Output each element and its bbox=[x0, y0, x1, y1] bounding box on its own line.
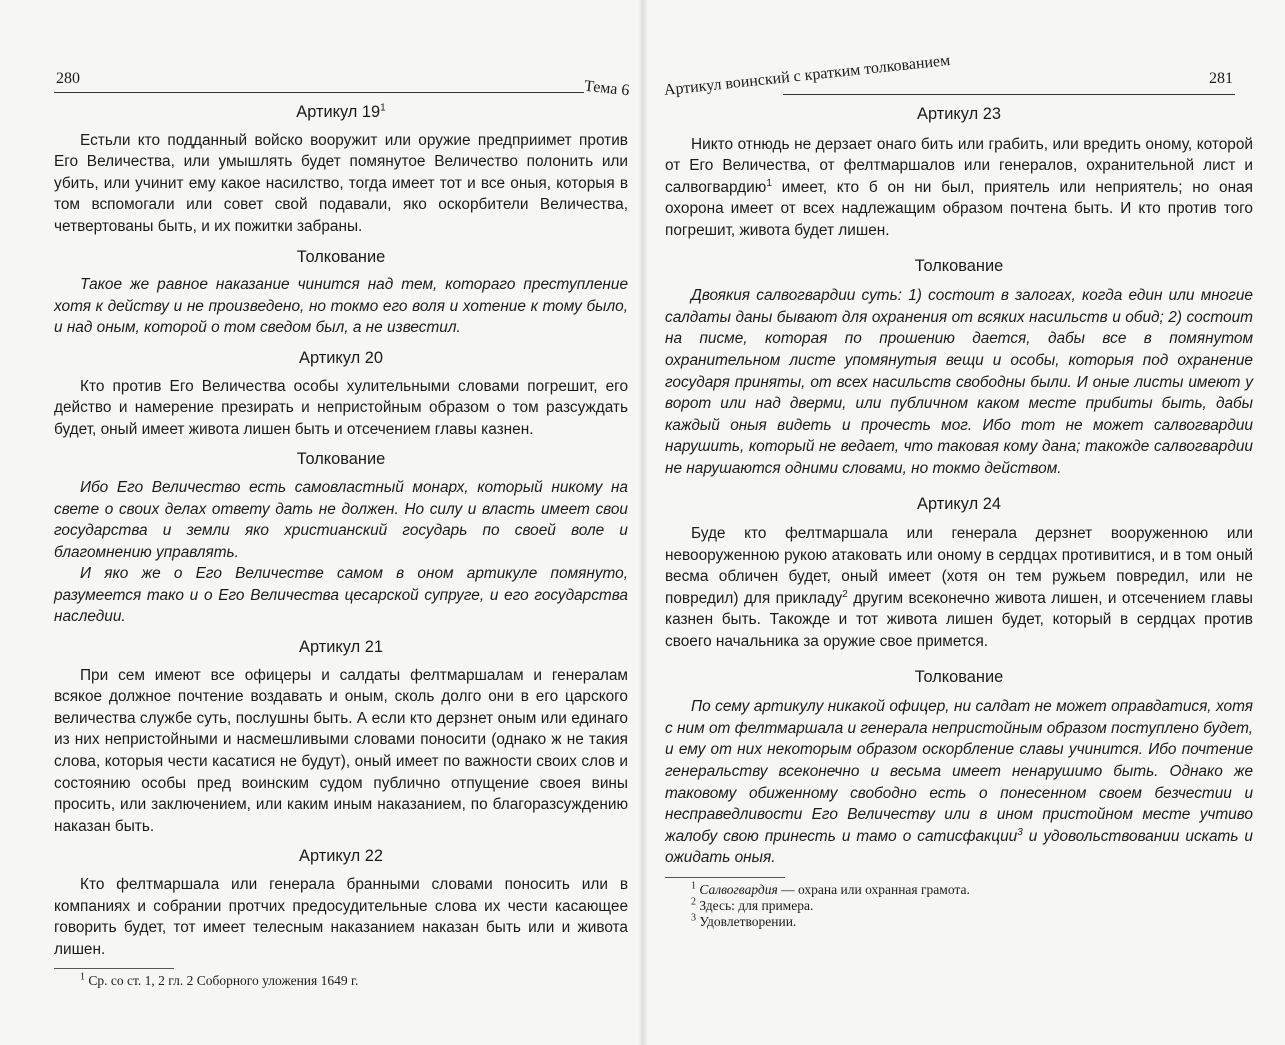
right-header-rule bbox=[783, 94, 1235, 95]
block-text-tail: имеет, кто б он ни был, приятель или неприятель; но оная охорона имеет от всех надлежащим образом почтена быть. И кто против того погрешит, живота будет лишен. bbox=[665, 178, 1253, 239]
commentary-paragraph bbox=[54, 274, 628, 339]
block-text: Ибо Его Величество есть самовластный монарх, который никому на свете о своих делах ответу дать не должен. Но силу и власть имеет свои государства и земли яко христианский государь по своей воле и благомнению управлять. bbox=[54, 478, 628, 561]
block-text: Артикул 19 bbox=[296, 103, 381, 121]
section-heading bbox=[665, 494, 1253, 516]
left-page-body bbox=[54, 102, 628, 989]
block-text: Артикул 24 bbox=[917, 494, 1001, 513]
block-text: Толкование bbox=[914, 256, 1004, 275]
footnote-rule bbox=[54, 968, 174, 969]
article-paragraph bbox=[665, 134, 1253, 242]
block-text: И яко же о Его Величестве самом в оном артикуле помянуто, разумеется тако и о Его Величества цесарской супруге, и его государства наследии. bbox=[54, 565, 628, 626]
footnote-term: Салвогвардия bbox=[699, 882, 778, 897]
footnote-ref: 1 bbox=[380, 102, 386, 114]
block-text: Никто отнюдь не дерзает онаго бить или грабить, или вредить оному, которой от Его Величества, от фелтмаршалов или генералов, охранительной лист и салвогвардию bbox=[665, 135, 1253, 196]
right-page-body bbox=[665, 104, 1253, 930]
right-page bbox=[643, 0, 1285, 1045]
footnote-ref: 3 bbox=[1017, 826, 1023, 838]
footnote-text: Здесь: для примера. bbox=[699, 898, 814, 913]
article-paragraph bbox=[54, 376, 628, 441]
article-paragraph bbox=[54, 665, 628, 838]
block-text: По сему артикулу никакой офицер, ни салдат не может оправдатися, хотя с ним от фелтмаршала и генерала непристойным образом поступлено будет, и ему от них некоторым образом оскорбление славы учинится. Ибо почтение генеральству всеконечно и весьма имеет ненарушимо быть. Однако же таковому обиженному свободно есть о понесенном своем безчестии и несправедливости Его Величеству или в ином пристойном месте учтиво жалобу свою принесть и тамо о сатисфакции bbox=[665, 698, 1253, 845]
section-heading bbox=[54, 102, 628, 124]
section-heading bbox=[54, 846, 628, 868]
footnote bbox=[665, 882, 1253, 898]
footnote-mark: 1 bbox=[691, 880, 696, 892]
block-text: Артикул 20 bbox=[299, 348, 383, 367]
block-text: Такое же равное наказание чинится над тем, котораго преступление хотя к действу и не произведено, но токмо его воля и хотение к тому было, и над оным, которой о том сведом был, а не известил. bbox=[54, 276, 628, 337]
section-heading bbox=[665, 104, 1253, 126]
article-paragraph bbox=[665, 523, 1253, 653]
right-page-number: 281 bbox=[1209, 70, 1233, 87]
footnote-mark: 3 bbox=[691, 912, 696, 924]
block-text: Артикул 21 bbox=[299, 638, 383, 657]
left-running-head: Тема 6 bbox=[583, 77, 631, 100]
footnote-rule bbox=[665, 877, 785, 878]
left-header-rule bbox=[54, 92, 584, 93]
commentary-paragraph bbox=[54, 477, 628, 563]
footnote-text: Удовлетворении. bbox=[699, 914, 797, 929]
block-text: Кто фелтмаршала или генерала бранными словами поносить или в компаниях и собрании протчих предосудительные слова их чести касающее говорить будет, тот имеет телесным наказанием наказан быть или и живота лишен. bbox=[54, 876, 628, 958]
block-text: Двоякия салвогвардии суть: 1) состоит в залогах, когда един или многие салдаты даны бывают для охранения от всяких насильств и обид; 2) состоит на писме, которая по прошению дается, дабы все в помянутом охранительном листе упомянутыя вещи и особы, которыя под охранение государя приняты, от всех насильств свободны были. И оные листы имеют у ворот или над дверми, или публичном каком месте прибиты быть, дабы каждый оныя видеть и прочесть мог. Ибо тот не может салвогвардии нарушить, который не ведает, что таковая кому дана; такожде салвогвардии не нарушаются одними словами, но токмо действом. bbox=[665, 287, 1253, 477]
block-text: При сем имеют все офицеры и салдаты фелтмаршалам и генералам всякое должное почтение воздавать и оным, сколь долго они в его царского величества службе суть, послушны быть. А если кто дерзнет оным или единаго из них непристойными и насмешливыми словами поносити (однако ж не такия слова, которыя чести касатися не будут), оный имеет по важности своих слов и состоянию особы пред воинским судом публично отпущение своея вины просить, или заключением, или каким иным наказанием, по благоразсуждению наказан быть. bbox=[54, 666, 628, 835]
section-heading bbox=[665, 256, 1253, 278]
block-text: Буде кто фелтмаршала или генерала дерзнет вооруженною или невооруженною рукою атаковать или оному в сердцах противитися, и в том оный весма обличен будет, оный имеет (хотя он тем ружьем повредил, или не повредил) для прикладу bbox=[665, 525, 1253, 607]
block-text: Кто против Его Величества особы хулительными словами погрешит, его действо и намерение презирать и непристойным образом о том разсуждать будет, оный имеет живота лишен быть и отсечением главы казнен. bbox=[54, 377, 628, 438]
section-heading bbox=[665, 667, 1253, 689]
block-text: Артикул 23 bbox=[917, 105, 1001, 123]
commentary-paragraph bbox=[54, 563, 628, 628]
block-text-tail: другим всеконечно живота лишен, и отсечением главы казнен быть. Такожде и тот живота лишен будет, который в сердцах против своего начальника за оружие свое примется. bbox=[665, 589, 1253, 651]
section-heading bbox=[54, 449, 628, 471]
block-text: Толкование bbox=[296, 450, 386, 469]
footnote-text: Ср. со ст. 1, 2 гл. 2 Соборного уложения 1649 г. bbox=[88, 973, 359, 989]
footnote-ref: 1 bbox=[766, 177, 772, 189]
block-text: Толкование bbox=[296, 247, 386, 266]
commentary-paragraph bbox=[665, 285, 1253, 479]
section-heading bbox=[54, 247, 628, 269]
article-paragraph bbox=[54, 874, 628, 960]
left-page bbox=[0, 0, 642, 1045]
block-text-tail: и удовольствовании искать и ожидать оныя. bbox=[665, 827, 1253, 867]
footnote-ref: 2 bbox=[842, 588, 848, 600]
right-running-head: Артикул воинский с кратким толкованием bbox=[663, 52, 951, 100]
article-paragraph bbox=[54, 130, 628, 238]
block-text: Артикул 22 bbox=[299, 847, 383, 866]
section-heading bbox=[54, 637, 628, 659]
footnote-mark: 2 bbox=[691, 896, 696, 908]
footnote bbox=[54, 973, 628, 989]
footnote bbox=[665, 898, 1253, 914]
footnote-text: — охрана или охранная грамота. bbox=[777, 882, 970, 897]
commentary-paragraph bbox=[665, 696, 1253, 869]
left-page-number: 280 bbox=[56, 70, 80, 87]
block-text: Толкование bbox=[914, 667, 1004, 686]
footnote-mark: 1 bbox=[80, 971, 85, 983]
block-text: Естьли кто подданный войско вооружит или оружие предприимет против Его Величества, или умышлять будет помянутое Величество полонить или убить, или учинит ему какое насилство, тогда имеет тот и все оныя, которыя в том вспомогали или совет свой подавали, яко оскорбители Величества, четвертованы быть, и их пожитки забраны. bbox=[54, 131, 628, 235]
footnote bbox=[665, 914, 1253, 930]
section-heading bbox=[54, 348, 628, 370]
